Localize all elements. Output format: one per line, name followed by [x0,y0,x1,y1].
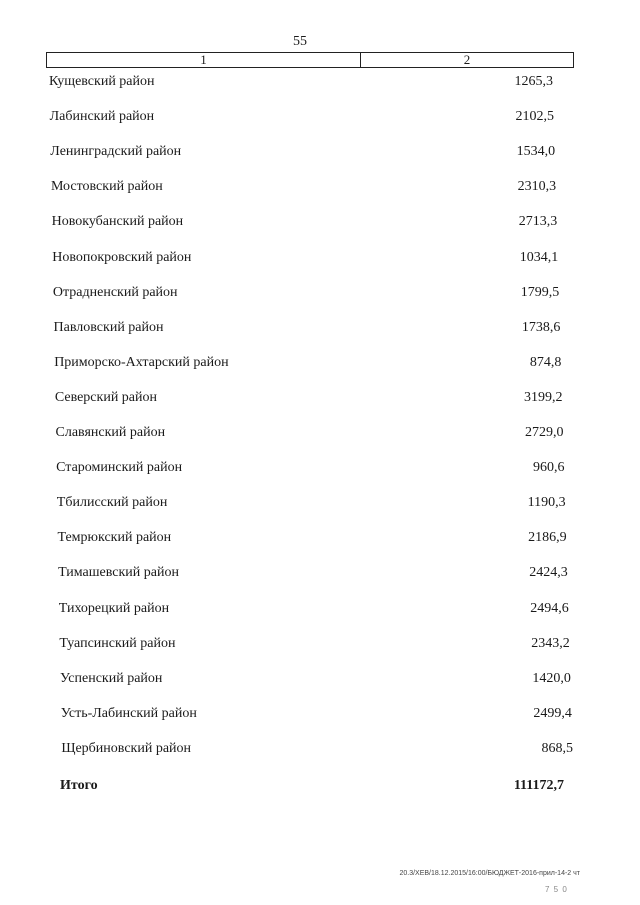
district-name: Темрюкский район [57,530,172,546]
table-row [54,318,561,338]
table-row [51,177,556,197]
district-name: Тимашевский район [58,565,179,581]
table-row [56,458,564,478]
table-row [57,493,566,513]
district-name: Приморско-Ахтарский район [54,354,229,370]
district-value: 1799,5 [520,284,560,300]
district-name: Мостовский район [50,179,163,195]
table-row [50,142,555,162]
total-value: 111172,7 [513,778,564,793]
district-value: 1034,1 [519,249,559,265]
district-name: Кущевский район [49,74,155,89]
district-value: 1534,0 [516,144,556,160]
district-value: 1265,3 [514,74,553,89]
district-value: 2186,9 [528,530,567,546]
district-name: Отрадненский район [52,284,178,300]
district-value: 2494,6 [530,600,569,616]
district-value: 2729,0 [525,425,564,440]
district-value: 2343,2 [531,635,570,651]
district-name: Ленинградский район [50,144,182,160]
table-row [61,739,573,759]
total-label: Итого [60,778,98,793]
table-header-col-1: 1 [47,53,361,67]
district-value: 3199,2 [523,389,563,405]
district-value: 1420,0 [532,670,571,686]
district-name: Новокубанский район [51,214,184,230]
district-value: 2102,5 [515,109,555,125]
district-name: Лабинский район [49,109,155,125]
table-row [53,283,559,303]
district-name: Тбилисский район [56,495,168,511]
table-row [52,212,558,232]
district-value: 2499,4 [533,705,572,721]
table-row [61,704,572,724]
page-number: 55 [293,34,307,49]
district-name: Славянский район [55,425,166,440]
table-row [54,353,561,373]
table-row [60,669,571,689]
table-row [59,599,569,619]
table-row [57,528,566,548]
table-row [58,563,568,583]
district-value: 1190,3 [527,495,566,511]
table-total-row [60,776,564,796]
table-row [56,423,564,443]
table-header-col-2: 2 [463,52,471,67]
district-value: 2424,3 [529,565,568,581]
district-value: 1738,6 [521,319,561,335]
table-row [59,634,569,654]
table-row [49,72,553,92]
table-header [46,52,574,68]
district-name: Щербиновский район [61,740,192,756]
district-name: Усть-Лабинский район [60,705,197,721]
table-row [52,248,558,268]
district-value: 874,8 [529,354,562,370]
district-name: Павловский район [53,319,164,335]
district-name: Тихорецкий район [58,600,170,616]
district-name: Староминский район [56,460,183,476]
page-stamp: 7 5 0 [545,885,568,894]
district-name: Новопокровский район [52,249,192,265]
district-name: Туапсинский район [59,635,176,651]
district-value: 2310,3 [517,179,557,195]
district-name: Успенский район [60,670,163,686]
document-footer-code: 20.3/ХЕВ/18.12.2015/16:00/БЮДЖЕТ-2016-прил-14-2 чт [399,870,580,877]
district-value: 2713,3 [518,214,558,230]
table-row [55,388,563,408]
district-value: 960,6 [533,460,565,476]
table-row [50,107,554,127]
district-value: 868,5 [541,740,573,756]
district-name: Северский район [54,389,158,405]
